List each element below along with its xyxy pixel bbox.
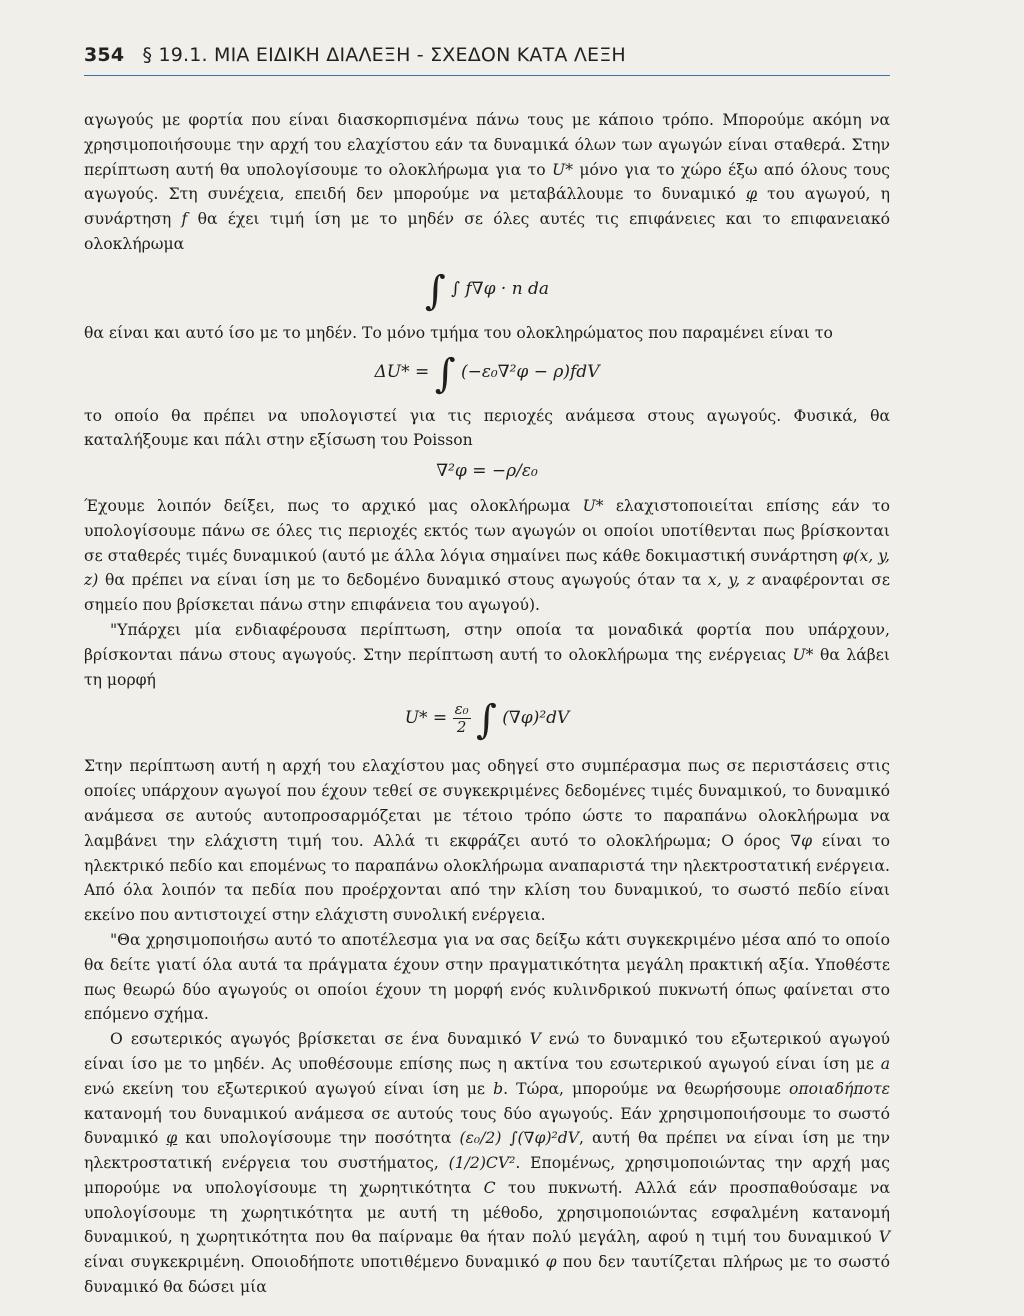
equation-energy: U* = $\frac{\text{ε₀}}{2}$ ∫ (∇φ)²dV [404,697,570,744]
paragraph-3: το οποίο θα πρέπει να υπολογιστεί για τις περιοχές ανάμεσα στους αγωγούς. Φυσικά, θα καταλήξουμε και πάλι στην εξίσωση του Poisson [84,406,890,450]
paragraph-7: "Θα χρησιμοποιήσω αυτό το αποτέλεσμα για να σας δείξω κάτι συγκεκριμένο μέσα από το οποίο θα δείτε γιατί όλα αυτά τα πράγματα έχουν στην πραγματικότητα μεγάλη πρακτική αξία. Υποθέστε πως θεωρώ δύο αγωγούς οι οποίοι έχουν τη μορφή ενός κυλινδρικού πυκνωτή όπως φαίνεται στο επόμενο σχήμα. [84,930,890,1024]
paragraph-8: Ο εσωτερικός αγωγός βρίσκεται σε ένα δυναμικό V ενώ το δυναμικό του εξωτερικού αγωγού είναι ίσο με το μηδέν. Ας υποθέσουμε επίσης πως η ακτίνα του εσωτερικού αγωγού είναι ίση με a ενώ εκείνη του εξωτερικού αγωγού είναι ίση με b. Τώρα, μπορούμε να θεωρήσουμε οποιαδήποτε κατανομή του δυναμικού ανάμεσα σε αυτούς τους δύο αγωγούς. Εάν χρησιμοποιήσουμε το σωστό δυναμικό φ και υπολογίσουμε την ποσότητα (ε₀/2) ∫(∇φ)²dV, αυτή θα πρέπει να είναι ίση με την ηλεκτροστατική ενέργεια του συστήματος, (1/2)CV². Επομένως, χρησιμοποιώντας την αρχή μας μπορούμε να υπολογίσουμε τη χωρητικότητα C του πυκνωτή. Αλλά εάν προσπαθούσαμε να υπολογίσουμε τη χωρητικότητα με αυτή τη μέθοδο, χρησιμοποιώντας εσφαλμένη κατανομή δυναμικού, η χωρητικότητα που θα παίρναμε θα ήταν πολύ μεγάλη, αφού η τιμή του δυναμικού V είναι συγκεκριμένη. Οποιοδήποτε υποτιθέμενο δυναμικό φ που δεν ταυτίζεται πλήρως με το σωστό δυναμικό θα δώσει μία [84,1030,891,1297]
paragraph-4: Έχουμε λοιπόν δείξει, πως το αρχικό μας ολοκλήρωμα U* ελαχιστοποιείται επίσης εάν το υπολογίσουμε πάνω σε όλες τις περιοχές εκτός των αγωγών οι οποίοι υποτίθενται πως βρίσκονται σε σταθερές τιμές δυναμικού (αυτό με άλλα λόγια σημαίνει πως κάθε δοκιμαστική συνάρτηση φ(x, y, z) θα πρέπει να είναι ίση με το δεδομένο δυναμικό στους αγωγούς όταν τα x, y, z αναφέρονται σε σημείο που βρίσκεται πάνω στην επιφάνεια του αγωγού). [84,496,890,615]
paragraph-5: "Υπάρχει μία ενδιαφέρουσα περίπτωση, στην οποία τα μοναδικά φορτία που υπάρχουν, βρίσκονται πάνω στους αγωγούς. Στην περίπτωση αυτή το ολοκλήρωμα της ενέργειας U* θα λάβει τη μορφή [84,620,890,689]
section-title: § 19.1. ΜΙΑ ΕΙΔΙΚΗ ΔΙΑΛΕΞΗ - ΣΧΕΔΟΝ ΚΑΤΑ ΛΕΞΗ [142,44,626,66]
equation-poisson: ∇²φ = −ρ/ε₀ [436,461,538,482]
page-header [84,44,890,76]
equation-surface-integral: ∫ ∫ f∇φ · n da [424,267,550,314]
page-body [84,108,890,1300]
paragraph-1: αγωγούς με φορτία που είναι διασκορπισμένα πάνω τους με κάποιο τρόπο. Μπορούμε ακόμη να χρησιμοποιήσουμε την αρχή του ελαχίστου εάν τα δυναμικά όλων των αγωγών είναι σταθερά. Στην περίπτωση αυτή θα υπολογίσουμε το ολοκλήρωμα για το U* μόνο για το χώρο έξω από όλους τους αγωγούς. Στη συνέχεια, επειδή δεν μπορούμε να μεταβάλλουμε το δυναμικό φ του αγωγού, η συνάρτηση f θα έχει τιμή ίση με το μηδέν σε όλες αυτές τις επιφάνειες και το επιφανειακό ολοκλήρωμα [84,111,890,253]
fraction-eps-over-2: $\frac{\text{ε₀}}{2}$ [454,700,469,737]
page-number: 354 [84,44,125,66]
paragraph-6: Στην περίπτωση αυτή η αρχή του ελαχίστου μας οδηγεί στο συμπέρασμα πως σε περιστάσεις στις οποίες υπάρχουν αγωγοί που έχουν τεθεί σε συγκεκριμένες δεδομένες τιμές δυναμικού, το δυναμικό ανάμεσα σε αυτούς αυτοπροσαρμόζεται με τέτοιο τρόπο ώστε το παραπάνω ολοκλήρωμα να λαμβάνει την ελάχιστη τιμή του. Αλλά τι εκφράζει αυτό το ολοκλήρωμα; Ο όρος ∇φ είναι το ηλεκτρικό πεδίο και επομένως το παραπάνω ολοκλήρωμα αναπαριστά την ηλεκτροστατική ενέργεια. Από όλα λοιπόν τα πεδία που προέρχονται από την κλίση του δυναμικού, το σωστό πεδίο είναι εκείνο που αντιστοιχεί στην ελάχιστη συνολική ενέργεια. [84,757,891,925]
paragraph-2: θα είναι και αυτό ίσο με το μηδέν. Το μόνο τμήμα του ολοκληρώματος που παραμένει είναι το [84,323,833,342]
equation-delta-u: ΔU* = ∫ (−ε₀∇²φ − ρ)fdV [374,350,600,397]
